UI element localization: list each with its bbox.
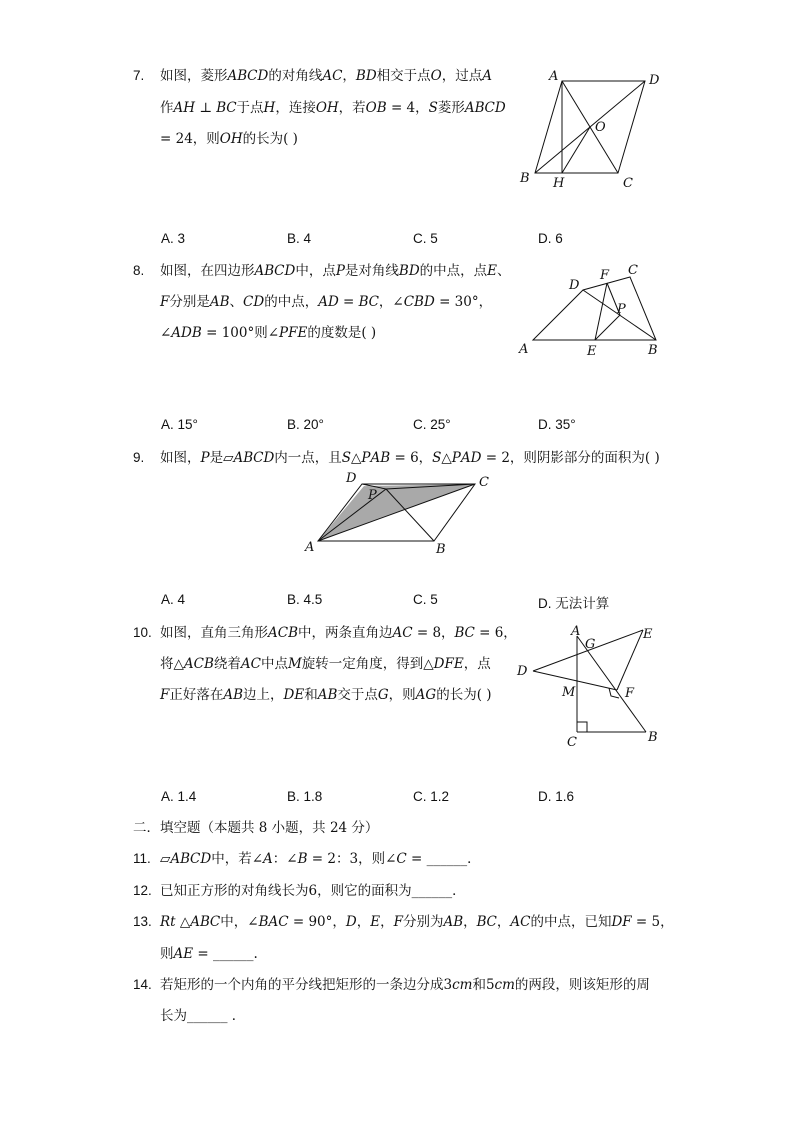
fig-label: D — [346, 471, 357, 486]
fig-label: E — [587, 344, 597, 359]
option-d[interactable]: D. 无法计算 — [538, 596, 610, 611]
fig-label: F — [600, 268, 610, 283]
option-c[interactable]: C. 5 — [413, 231, 438, 246]
option-c[interactable]: C. 1.2 — [413, 789, 450, 804]
question-text-line: 如图，菱形𝐴𝐵𝐶𝐷的对角线𝐴𝐶，𝐵𝐷相交于点𝑂，过点𝐴 — [160, 68, 492, 84]
fig-label: D — [517, 664, 528, 679]
question-number: 9. — [133, 450, 145, 465]
fig-label: C — [623, 176, 633, 191]
option-b[interactable]: B. 20° — [287, 417, 324, 432]
fig-label: P — [617, 302, 626, 317]
question-text-line: 如图，在四边形𝐴𝐵𝐶𝐷中，点𝑃是对角线𝐵𝐷的中点，点𝐸、 — [160, 263, 511, 279]
fig-label: A — [519, 342, 529, 357]
fig-label: B — [436, 542, 446, 557]
fig-label: F — [625, 686, 635, 701]
option-a[interactable]: A. 15° — [161, 417, 198, 432]
question-number: 11. — [133, 851, 151, 866]
fig-label: M — [562, 685, 576, 700]
fig-label: C — [479, 475, 489, 490]
question-text-line: 已知正方形的对角线长为6，则它的面积为______． — [160, 883, 466, 899]
fig-label: H — [553, 176, 565, 191]
question-text-line: 长为______ ． — [160, 1008, 246, 1024]
option-d[interactable]: D. 6 — [538, 231, 563, 246]
fig-label: B — [648, 343, 658, 358]
fig-label: O — [595, 120, 606, 135]
question-number: 8. — [133, 263, 145, 278]
question-text-line: = 24，则𝑂𝐻的长为( ) — [160, 131, 298, 147]
option-c[interactable]: C. 5 — [413, 592, 438, 607]
question-number: 14. — [133, 977, 152, 992]
question-number: 7. — [133, 68, 145, 83]
fig-label: A — [305, 540, 315, 555]
fig-label: A — [571, 624, 581, 639]
question-text-line: 将△𝐴𝐶𝐵绕着𝐴𝐶中点𝑀旋转一定角度，得到△𝐷𝐹𝐸，点 — [160, 656, 491, 672]
option-b[interactable]: B. 4 — [287, 231, 312, 246]
fig-label: B — [648, 730, 658, 745]
question-text-line: 则𝐴𝐸 = ______. — [160, 946, 258, 962]
fig-label: D — [649, 73, 660, 88]
fig-label: B — [520, 171, 530, 186]
question-text-line: 作𝐴𝐻 ⊥ 𝐵𝐶于点𝐻，连接𝑂𝐻，若𝑂𝐵 = 4，𝑆菱形𝐴𝐵𝐶𝐷 — [160, 100, 506, 116]
question-text-line: 若矩形的一个内角的平分线把矩形的一条边分成3𝑐𝑚和5𝑐𝑚的两段，则该矩形的周 — [160, 977, 650, 993]
option-a[interactable]: A. 3 — [161, 231, 186, 246]
fig-label: C — [567, 735, 577, 750]
fig-label: G — [585, 637, 596, 652]
option-b[interactable]: B. 1.8 — [287, 789, 323, 804]
option-c[interactable]: C. 25° — [413, 417, 451, 432]
fig-label: P — [368, 488, 377, 503]
option-d[interactable]: D. 1.6 — [538, 789, 575, 804]
option-d[interactable]: D. 35° — [538, 417, 576, 432]
question-text-line: 如图，直角三角形𝐴𝐶𝐵中，两条直角边𝐴𝐶 = 8，𝐵𝐶 = 6， — [160, 625, 517, 641]
fig-label: C — [628, 263, 638, 278]
section-heading: 二．填空题（本题共 8 小题，共 24 分） — [133, 820, 379, 836]
question-text-line: 如图，𝑃是▱𝐴𝐵𝐶𝐷内一点，且𝑆△𝑃𝐴𝐵 = 6，𝑆△𝑃𝐴𝐷 = 2，则阴影部分的面积为( ) — [160, 450, 660, 466]
question-text-line: 𝑅𝑡 △𝐴𝐵𝐶中，∠𝐵𝐴𝐶 = 90°，𝐷，𝐸，𝐹分别为𝐴𝐵，𝐵𝐶，𝐴𝐶的中点，已知𝐷𝐹 = 5， — [160, 914, 674, 930]
fig-label: D — [569, 278, 580, 293]
option-a[interactable]: A. 1.4 — [161, 789, 197, 804]
option-b[interactable]: B. 4.5 — [287, 592, 323, 607]
question-number: 13. — [133, 914, 152, 929]
fig-label: E — [643, 627, 653, 642]
question-number: 12. — [133, 883, 152, 898]
question-text-line: ▱𝐴𝐵𝐶𝐷中，若∠𝐴：∠𝐵 = 2：3，则∠𝐶 = ______． — [160, 851, 481, 867]
question-text-line: 𝐹正好落在𝐴𝐵边上，𝐷𝐸和𝐴𝐵交于点𝐺，则𝐴𝐺的长为( ) — [160, 687, 492, 703]
question-text-line: 𝐹分别是𝐴𝐵、𝐶𝐷的中点，𝐴𝐷 = 𝐵𝐶，∠𝐶𝐵𝐷 = 30°， — [160, 294, 493, 310]
fig-label: A — [549, 69, 559, 84]
question-number: 10. — [133, 625, 152, 640]
question-text-line: ∠𝐴𝐷𝐵 = 100°则∠𝑃𝐹𝐸的度数是( ) — [160, 325, 377, 341]
option-a[interactable]: A. 4 — [161, 592, 186, 607]
